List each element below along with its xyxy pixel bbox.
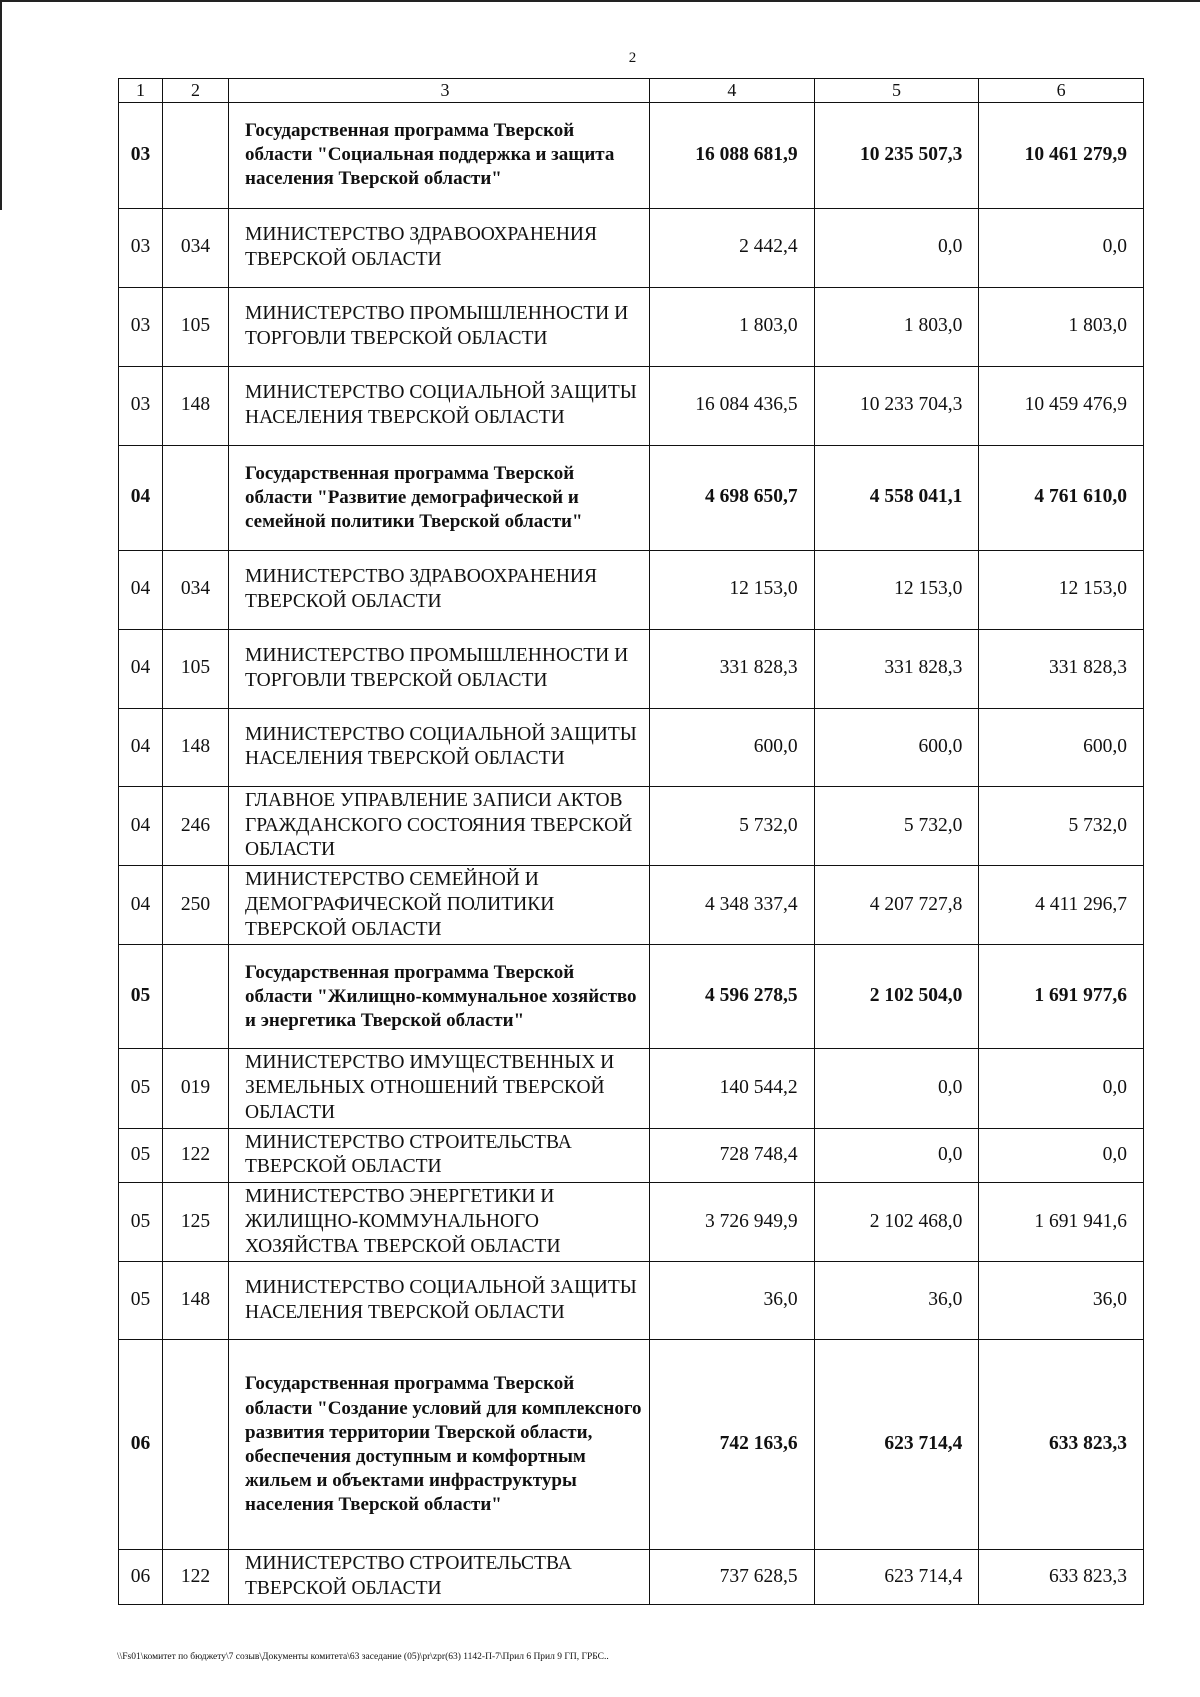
- amount-col6-cell: 10 461 279,9: [979, 102, 1144, 208]
- table-row: [119, 629, 1144, 708]
- budget-table: [118, 78, 1144, 1605]
- department-code-cell: 148: [163, 708, 229, 786]
- name-cell: МИНИСТЕРСТВО ПРОМЫШЛЕННОСТИ И ТОРГОВЛИ ТВЕРСКОЙ ОБЛАСТИ: [229, 629, 650, 708]
- amount-col5-cell: 4 207 727,8: [814, 866, 979, 945]
- amount-col4-cell: 5 732,0: [650, 786, 815, 865]
- department-code-cell: 148: [163, 1262, 229, 1340]
- amount-col5-cell: 0,0: [814, 208, 979, 287]
- amount-col6-cell: 36,0: [979, 1262, 1144, 1340]
- name-cell: МИНИСТЕРСТВО ЗДРАВООХРАНЕНИЯ ТВЕРСКОЙ ОБЛАСТИ: [229, 550, 650, 629]
- scan-top-edge: [0, 0, 1200, 2]
- name-cell: МИНИСТЕРСТВО СЕМЕЙНОЙ И ДЕМОГРАФИЧЕСКОЙ ПОЛИТИКИ ТВЕРСКОЙ ОБЛАСТИ: [229, 866, 650, 945]
- program-code-cell: 04: [119, 786, 163, 865]
- name-cell: МИНИСТЕРСТВО СТРОИТЕЛЬСТВА ТВЕРСКОЙ ОБЛАСТИ: [229, 1128, 650, 1183]
- program-row: [119, 445, 1144, 550]
- amount-col4-cell: 16 088 681,9: [650, 102, 815, 208]
- name-cell: МИНИСТЕРСТВО ПРОМЫШЛЕННОСТИ И ТОРГОВЛИ ТВЕРСКОЙ ОБЛАСТИ: [229, 287, 650, 366]
- department-code-cell: 105: [163, 287, 229, 366]
- program-code-cell: 05: [119, 1262, 163, 1340]
- amount-col5-cell: 10 233 704,3: [814, 366, 979, 445]
- program-code-cell: 05: [119, 1183, 163, 1262]
- amount-col6-cell: 1 803,0: [979, 287, 1144, 366]
- table-row: [119, 1049, 1144, 1128]
- amount-col4-cell: 12 153,0: [650, 550, 815, 629]
- department-code-cell: 246: [163, 786, 229, 865]
- column-header-6: 6: [979, 79, 1144, 103]
- footer-file-path: \\Fs01\комитет по бюджету\7 созыв\Документы комитета\63 заседание (05)\pr\zpr(63) 1142-П-7\Прил 6 Прил 9 ГП, ГРБС..: [117, 1652, 609, 1662]
- page-number: 2: [628, 50, 637, 66]
- program-code-cell: 04: [119, 550, 163, 629]
- table-row: [119, 1550, 1144, 1605]
- amount-col5-cell: 0,0: [814, 1128, 979, 1183]
- program-row: [119, 102, 1144, 208]
- program-code-cell: 03: [119, 102, 163, 208]
- department-code-cell: 148: [163, 366, 229, 445]
- program-code-cell: 03: [119, 208, 163, 287]
- amount-col6-cell: 633 823,3: [979, 1550, 1144, 1605]
- amount-col6-cell: 331 828,3: [979, 629, 1144, 708]
- department-code-cell: 250: [163, 866, 229, 945]
- column-header-5: 5: [814, 79, 979, 103]
- amount-col6-cell: 5 732,0: [979, 786, 1144, 865]
- table-row: [119, 366, 1144, 445]
- department-code-cell: 122: [163, 1550, 229, 1605]
- table-row: [119, 208, 1144, 287]
- amount-col4-cell: 4 348 337,4: [650, 866, 815, 945]
- amount-col4-cell: 36,0: [650, 1262, 815, 1340]
- column-header-3: 3: [229, 79, 650, 103]
- program-code-cell: 06: [119, 1340, 163, 1550]
- name-cell: МИНИСТЕРСТВО ЗДРАВООХРАНЕНИЯ ТВЕРСКОЙ ОБЛАСТИ: [229, 208, 650, 287]
- table-row: [119, 1128, 1144, 1183]
- program-code-cell: 04: [119, 708, 163, 786]
- program-code-cell: 05: [119, 1049, 163, 1128]
- program-code-cell: 05: [119, 945, 163, 1049]
- scan-left-edge: [0, 0, 2, 210]
- amount-col4-cell: 2 442,4: [650, 208, 815, 287]
- amount-col6-cell: 1 691 941,6: [979, 1183, 1144, 1262]
- name-cell: ГЛАВНОЕ УПРАВЛЕНИЕ ЗАПИСИ АКТОВ ГРАЖДАНСКОГО СОСТОЯНИЯ ТВЕРСКОЙ ОБЛАСТИ: [229, 786, 650, 865]
- table-row: [119, 550, 1144, 629]
- column-header-1: 1: [119, 79, 163, 103]
- table-row: [119, 866, 1144, 945]
- department-code-cell: 019: [163, 1049, 229, 1128]
- department-code-cell: [163, 102, 229, 208]
- amount-col5-cell: 0,0: [814, 1049, 979, 1128]
- table-row: [119, 786, 1144, 865]
- name-cell: Государственная программа Тверской области "Жилищно-коммунальное хозяйство и энергетика Тверской области": [229, 945, 650, 1049]
- amount-col5-cell: 331 828,3: [814, 629, 979, 708]
- department-code-cell: [163, 1340, 229, 1550]
- name-cell: Государственная программа Тверской области "Социальная поддержка и защита населения Тверской области": [229, 102, 650, 208]
- amount-col5-cell: 4 558 041,1: [814, 445, 979, 550]
- amount-col5-cell: 1 803,0: [814, 287, 979, 366]
- amount-col4-cell: 1 803,0: [650, 287, 815, 366]
- amount-col5-cell: 2 102 504,0: [814, 945, 979, 1049]
- amount-col5-cell: 623 714,4: [814, 1550, 979, 1605]
- amount-col6-cell: 0,0: [979, 1049, 1144, 1128]
- amount-col6-cell: 600,0: [979, 708, 1144, 786]
- department-code-cell: [163, 445, 229, 550]
- amount-col4-cell: 742 163,6: [650, 1340, 815, 1550]
- department-code-cell: 034: [163, 550, 229, 629]
- program-code-cell: 04: [119, 866, 163, 945]
- column-header-4: 4: [650, 79, 815, 103]
- amount-col4-cell: 331 828,3: [650, 629, 815, 708]
- amount-col4-cell: 4 596 278,5: [650, 945, 815, 1049]
- amount-col6-cell: 12 153,0: [979, 550, 1144, 629]
- amount-col6-cell: 0,0: [979, 1128, 1144, 1183]
- program-code-cell: 04: [119, 629, 163, 708]
- name-cell: МИНИСТЕРСТВО ИМУЩЕСТВЕННЫХ И ЗЕМЕЛЬНЫХ ОТНОШЕНИЙ ТВЕРСКОЙ ОБЛАСТИ: [229, 1049, 650, 1128]
- amount-col4-cell: 728 748,4: [650, 1128, 815, 1183]
- amount-col5-cell: 5 732,0: [814, 786, 979, 865]
- program-code-cell: 03: [119, 366, 163, 445]
- column-header-2: 2: [163, 79, 229, 103]
- amount-col5-cell: 623 714,4: [814, 1340, 979, 1550]
- amount-col4-cell: 600,0: [650, 708, 815, 786]
- name-cell: Государственная программа Тверской области "Развитие демографической и семейной политики Тверской области": [229, 445, 650, 550]
- name-cell: МИНИСТЕРСТВО СОЦИАЛЬНОЙ ЗАЩИТЫ НАСЕЛЕНИЯ ТВЕРСКОЙ ОБЛАСТИ: [229, 708, 650, 786]
- department-code-cell: 122: [163, 1128, 229, 1183]
- amount-col6-cell: 633 823,3: [979, 1340, 1144, 1550]
- name-cell: МИНИСТЕРСТВО СТРОИТЕЛЬСТВА ТВЕРСКОЙ ОБЛАСТИ: [229, 1550, 650, 1605]
- amount-col5-cell: 36,0: [814, 1262, 979, 1340]
- amount-col6-cell: 1 691 977,6: [979, 945, 1144, 1049]
- program-code-cell: 03: [119, 287, 163, 366]
- amount-col6-cell: 0,0: [979, 208, 1144, 287]
- amount-col5-cell: 10 235 507,3: [814, 102, 979, 208]
- amount-col6-cell: 4 411 296,7: [979, 866, 1144, 945]
- name-cell: Государственная программа Тверской области "Создание условий для комплексного развития территории Тверской области, обеспечения доступным и комфортным жильем и объектами инфраструктуры населения Тверской области": [229, 1340, 650, 1550]
- amount-col6-cell: 4 761 610,0: [979, 445, 1144, 550]
- table-row: [119, 708, 1144, 786]
- program-code-cell: 05: [119, 1128, 163, 1183]
- program-row: [119, 945, 1144, 1049]
- program-row: [119, 1340, 1144, 1550]
- table-row: [119, 1262, 1144, 1340]
- program-code-cell: 06: [119, 1550, 163, 1605]
- amount-col5-cell: 12 153,0: [814, 550, 979, 629]
- amount-col5-cell: 2 102 468,0: [814, 1183, 979, 1262]
- table-header-row: [119, 79, 1144, 103]
- department-code-cell: 105: [163, 629, 229, 708]
- name-cell: МИНИСТЕРСТВО СОЦИАЛЬНОЙ ЗАЩИТЫ НАСЕЛЕНИЯ ТВЕРСКОЙ ОБЛАСТИ: [229, 1262, 650, 1340]
- name-cell: МИНИСТЕРСТВО ЭНЕРГЕТИКИ И ЖИЛИЩНО-КОММУНАЛЬНОГО ХОЗЯЙСТВА ТВЕРСКОЙ ОБЛАСТИ: [229, 1183, 650, 1262]
- amount-col4-cell: 3 726 949,9: [650, 1183, 815, 1262]
- name-cell: МИНИСТЕРСТВО СОЦИАЛЬНОЙ ЗАЩИТЫ НАСЕЛЕНИЯ ТВЕРСКОЙ ОБЛАСТИ: [229, 366, 650, 445]
- department-code-cell: 125: [163, 1183, 229, 1262]
- amount-col4-cell: 16 084 436,5: [650, 366, 815, 445]
- table-body: [119, 102, 1144, 1604]
- department-code-cell: 034: [163, 208, 229, 287]
- program-code-cell: 04: [119, 445, 163, 550]
- department-code-cell: [163, 945, 229, 1049]
- amount-col4-cell: 140 544,2: [650, 1049, 815, 1128]
- amount-col6-cell: 10 459 476,9: [979, 366, 1144, 445]
- amount-col5-cell: 600,0: [814, 708, 979, 786]
- table-row: [119, 1183, 1144, 1262]
- amount-col4-cell: 737 628,5: [650, 1550, 815, 1605]
- amount-col4-cell: 4 698 650,7: [650, 445, 815, 550]
- table-row: [119, 287, 1144, 366]
